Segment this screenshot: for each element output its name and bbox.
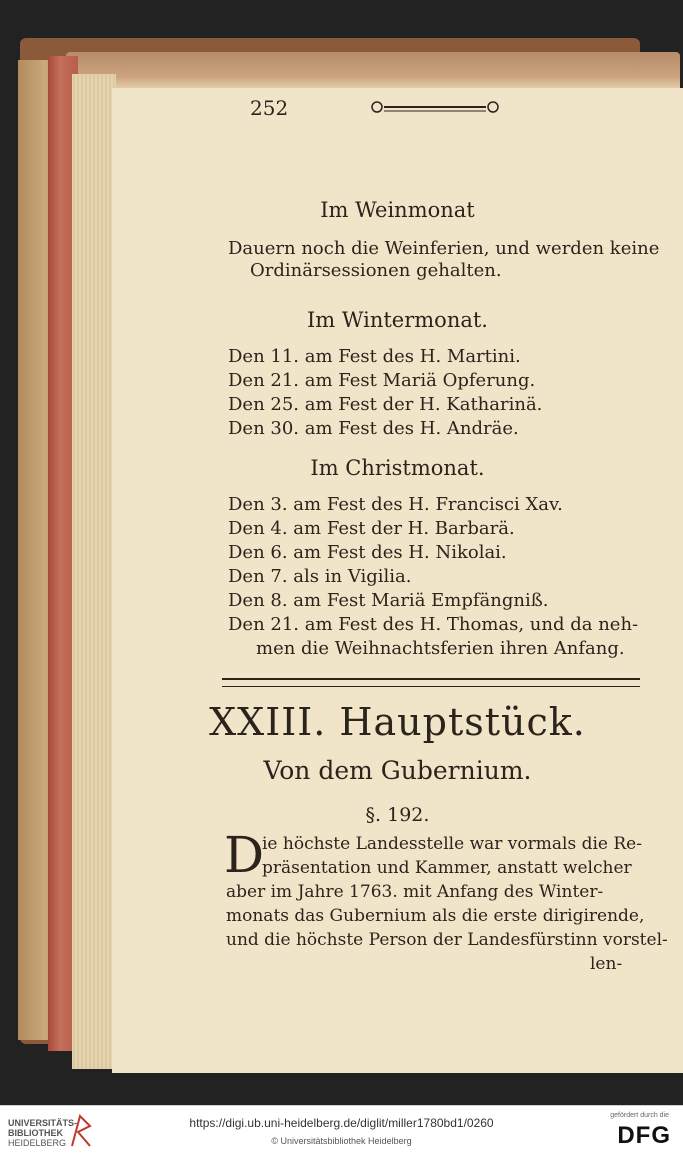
page-number: 252 <box>250 96 289 120</box>
winter-row: Den 11. am Fest des H. Martini. <box>228 346 521 367</box>
heading-weinmonat: Im Weinmonat <box>320 198 475 222</box>
christ-row: Den 8. am Fest Mariä Empfängniß. <box>228 590 549 611</box>
page-top-edge <box>66 52 680 92</box>
christ-row: Den 4. am Fest der H. Barbarä. <box>228 518 515 539</box>
section-rule <box>222 678 640 687</box>
logo-line: HEIDELBERG <box>8 1138 67 1148</box>
winter-row: Den 30. am Fest des H. Andräe. <box>228 418 519 439</box>
body-line: monats das Gubernium als die erste dirigirende, <box>226 906 645 926</box>
viewer-footer <box>0 1105 683 1156</box>
christ-row: men die Weihnachtsferien ihren Anfang. <box>256 638 625 659</box>
body-line: präsentation und Kammer, anstatt welcher <box>262 858 632 878</box>
body-line: aber im Jahre 1763. mit Anfang des Winter- <box>226 882 604 902</box>
heading-christmonat: Im Christmonat. <box>310 456 485 480</box>
book-page <box>112 88 683 1073</box>
christ-row: Den 21. am Fest des H. Thomas, und da neh- <box>228 614 639 635</box>
permalink-url[interactable]: https://digi.ub.uni-heidelberg.de/diglit/miller1780bd1/0260 <box>189 1116 494 1130</box>
dfg-logo[interactable]: DFG <box>617 1122 671 1149</box>
wein-line-2: Ordinärsessionen gehalten. <box>250 260 502 281</box>
ornament-icon <box>370 100 500 114</box>
paragraph-mark: §. 192. <box>365 804 430 826</box>
chapter-subtitle: Von dem Gubernium. <box>263 756 532 785</box>
body-line: ie höchste Landesstelle war vormals die Re- <box>262 834 642 854</box>
copyright-notice: © Universitätsbibliothek Heidelberg <box>271 1136 412 1146</box>
winter-row: Den 25. am Fest der H. Katharinä. <box>228 394 543 415</box>
winter-row: Den 21. am Fest Mariä Opferung. <box>228 370 536 391</box>
logo-line: UNIVERSITÄTS- <box>8 1118 78 1128</box>
wein-line-1: Dauern noch die Weinferien, und werden keine <box>228 238 660 259</box>
christ-row: Den 7. als in Vigilia. <box>228 566 412 587</box>
drop-capital: D <box>224 826 265 884</box>
heading-wintermonat: Im Wintermonat. <box>307 308 488 332</box>
christ-row: Den 6. am Fest des H. Nikolai. <box>228 542 507 563</box>
funding-label: gefördert durch die <box>610 1112 669 1119</box>
chapter-title: XXIII. Hauptstück. <box>209 700 586 744</box>
page-stack-edge <box>72 74 116 1069</box>
catchword: len- <box>590 954 623 974</box>
christ-row: Den 3. am Fest des H. Francisci Xav. <box>228 494 563 515</box>
body-line: und die höchste Person der Landesfürstinn vorstel- <box>226 930 668 950</box>
logo-line: BIBLIOTHEK <box>8 1128 63 1138</box>
